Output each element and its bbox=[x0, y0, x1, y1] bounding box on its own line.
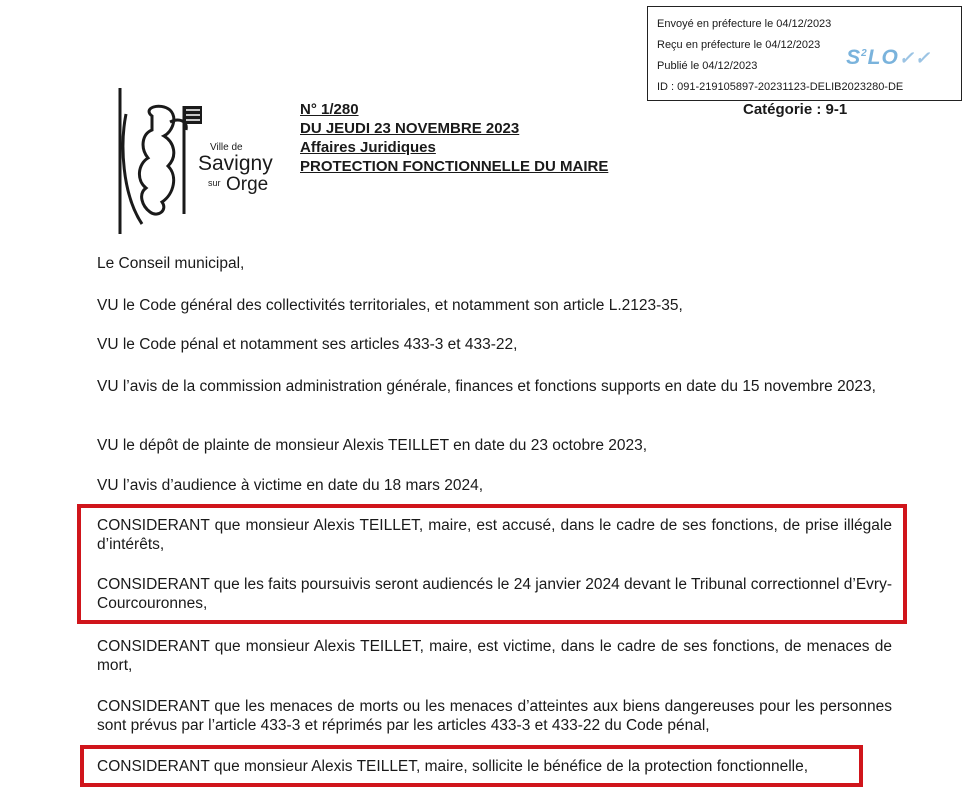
prefecture-stamp bbox=[647, 6, 962, 101]
paragraph-vu-cgct: VU le Code général des collectivités territoriales, et notamment son article L.2123-35, bbox=[97, 297, 683, 314]
deliberation-header bbox=[300, 100, 608, 176]
paragraph-vu-code-penal: VU le Code pénal et notamment ses articles 433-3 et 433-22, bbox=[97, 336, 518, 353]
paragraph-vu-plainte: VU le dépôt de plainte de monsieur Alexis TEILLET en date du 23 octobre 2023, bbox=[97, 437, 648, 454]
stamp-act-id: ID : 091-219105897-20231123-DELIB2023280-DE bbox=[657, 81, 904, 93]
paragraph-considerant-audience: CONSIDERANT que les faits poursuivis seront audiencés le 24 janvier 2024 devant le Tribunal correctionnel d’Evry-Courcouronnes, bbox=[97, 576, 892, 612]
categorie-label: Catégorie : 9-1 bbox=[743, 101, 848, 118]
deliberation-number: N° 1/280 bbox=[300, 101, 359, 118]
deliberation-service: Affaires Juridiques bbox=[300, 139, 436, 156]
logo-savigny-text: Savigny bbox=[198, 152, 273, 175]
logo-orge-text: Orge bbox=[226, 174, 269, 195]
paragraph-considerant-menaces: CONSIDERANT que les menaces de morts ou les menaces d’atteintes aux biens dangereuses pour les personnes sont prévus par l’article 433-3 et réprimés par les articles 433-3 et 433-22 du Code pénal, bbox=[97, 698, 892, 734]
checkmark-icon: ✓✓ bbox=[898, 48, 931, 68]
paragraph-vu-commission: VU l’avis de la commission administration générale, finances et fonctions supports en date du 15 novembre 2023, bbox=[97, 378, 876, 395]
stamp-published-date: Publié le 04/12/2023 bbox=[657, 60, 758, 72]
town-logo bbox=[112, 84, 272, 236]
paragraph-considerant-protection: CONSIDERANT que monsieur Alexis TEILLET, maire, sollicite le bénéfice de la protection fonctionnelle, bbox=[97, 758, 809, 775]
deliberation-subject: PROTECTION FONCTIONNELLE DU MAIRE bbox=[300, 158, 609, 175]
paragraph-considerant-accuse: CONSIDERANT que monsieur Alexis TEILLET, maire, est accusé, dans le cadre de ses fonctions, de prise illégale d’intérêts, bbox=[97, 517, 892, 553]
paragraph-considerant-victime: CONSIDERANT que monsieur Alexis TEILLET, maire, est victime, dans le cadre de ses fonctions, de menaces de mort, bbox=[97, 638, 892, 674]
stamp-sent-date: Envoyé en préfecture le 04/12/2023 bbox=[657, 18, 832, 30]
paragraph-intro: Le Conseil municipal, bbox=[97, 255, 245, 272]
deliberation-date: DU JEUDI 23 NOVEMBRE 2023 bbox=[300, 120, 520, 137]
s2lo-logo: $S^2LO✓✓$ bbox=[846, 46, 931, 69]
logo-ville-text: Ville de bbox=[210, 142, 243, 153]
logo-sur-text: sur bbox=[208, 178, 221, 188]
paragraph-vu-audience: VU l’avis d’audience à victime en date du 18 mars 2024, bbox=[97, 477, 483, 494]
stamp-received-date: Reçu en préfecture le 04/12/2023 bbox=[657, 39, 821, 51]
